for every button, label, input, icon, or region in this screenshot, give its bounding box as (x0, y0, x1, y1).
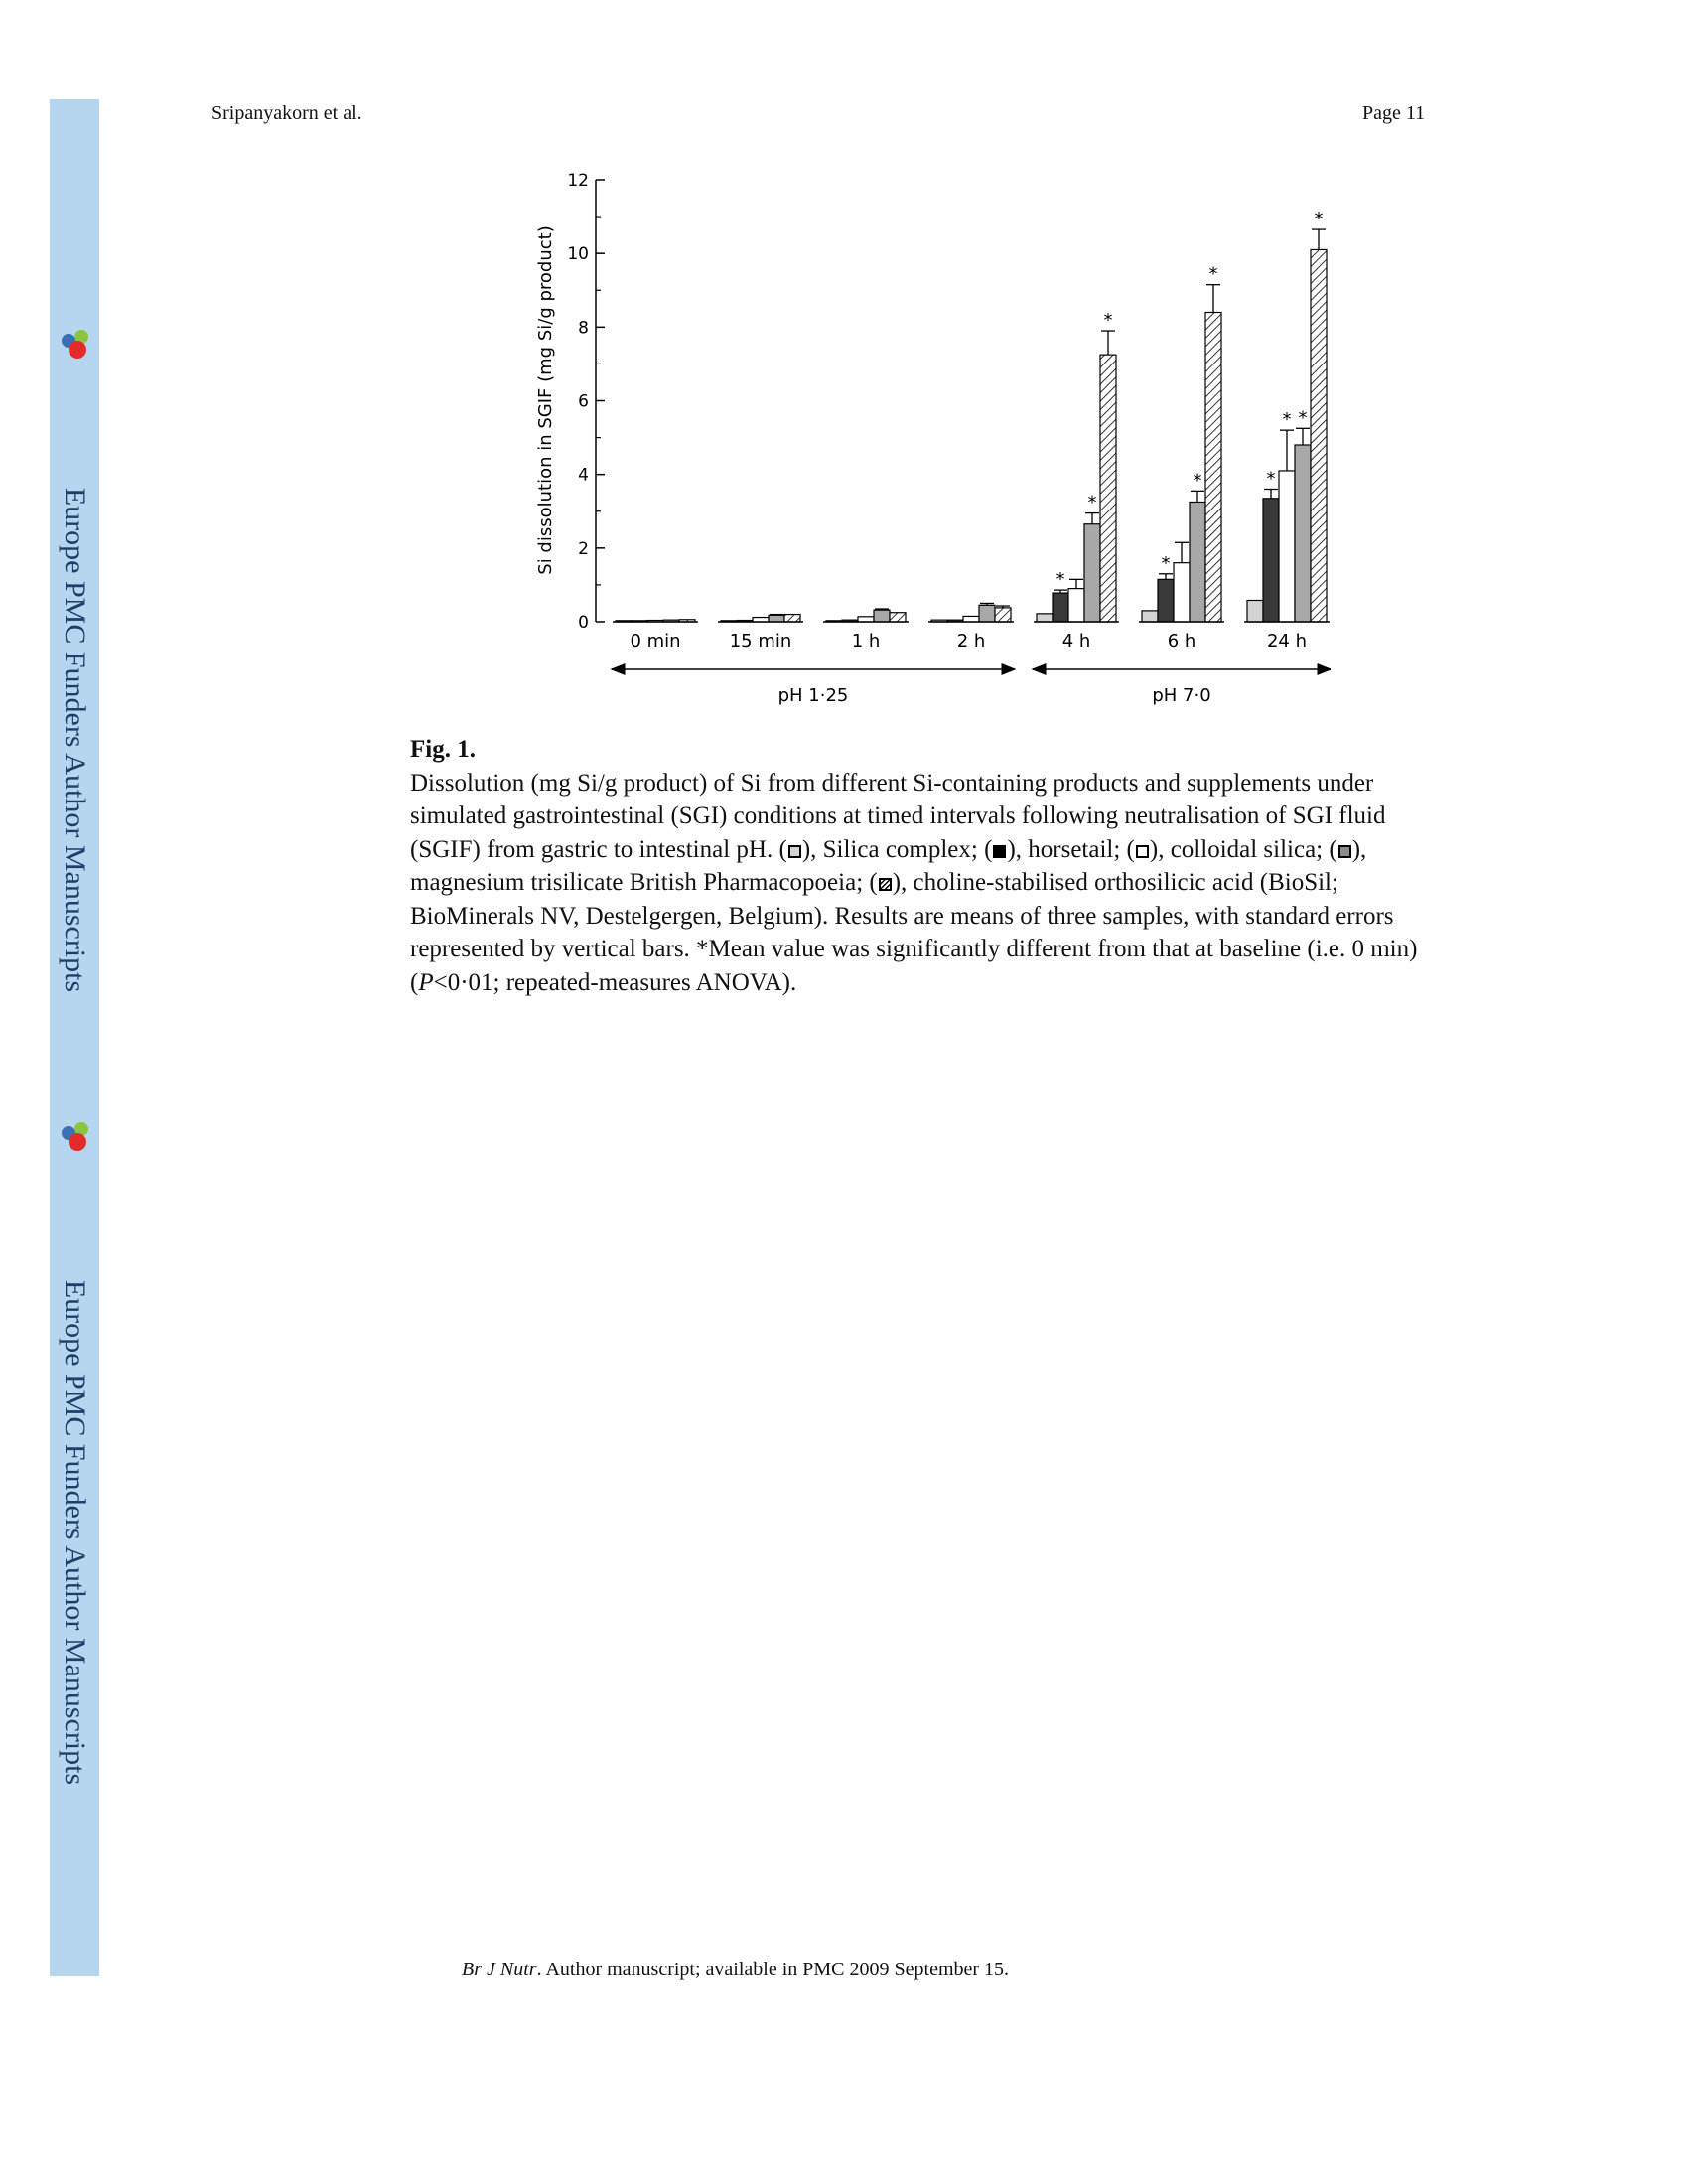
bar (1142, 611, 1158, 622)
bar (769, 615, 784, 622)
caption-text: ), horsetail; ( (1007, 835, 1135, 863)
bar (874, 610, 890, 622)
footer-citation (462, 1959, 1009, 1981)
significance-marker: * (1298, 407, 1308, 429)
bar (1311, 249, 1327, 622)
significance-marker: * (1161, 552, 1171, 574)
x-tick-label: 15 min (729, 631, 792, 652)
bar (1084, 524, 1100, 622)
x-tick-label: 6 h (1167, 631, 1196, 652)
y-tick-label: 4 (578, 465, 589, 486)
bar (1037, 614, 1053, 622)
y-axis (567, 171, 605, 633)
bar (1279, 471, 1295, 622)
bar (858, 617, 874, 622)
bar (1295, 445, 1311, 622)
x-axis (613, 622, 1330, 652)
caption-text: ), magnesium trisilicate British Pharmacopoeia; ( (410, 835, 1367, 896)
caption-text: <0·01; repeated-measures ANOVA). (433, 968, 797, 996)
caption-text: ), Silica complex; ( (801, 835, 993, 863)
significance-marker: * (1282, 409, 1292, 431)
y-axis-label: Si dissolution in SGIF (mg Si/g product) (535, 225, 556, 575)
x-tick-label: 1 h (851, 631, 881, 652)
bar (1205, 313, 1221, 623)
running-head-authors: Sripanyakorn et al. (211, 102, 362, 124)
bar (1100, 355, 1116, 622)
orthosilicic-acid-swatch-icon (879, 878, 892, 891)
europe-pmc-logo-icon (60, 328, 89, 362)
ph-group-label: pH 1·25 (777, 685, 849, 706)
bar (1247, 600, 1263, 622)
bar (995, 608, 1011, 622)
silica-complex-swatch-icon (788, 845, 801, 858)
bar (1174, 563, 1190, 622)
x-tick-label: 2 h (956, 631, 986, 652)
bar (979, 605, 995, 622)
significance-marker: * (1314, 209, 1324, 230)
caption-text: ), colloidal silica; ( (1149, 835, 1337, 863)
bar (784, 615, 800, 622)
significance-marker: * (1208, 263, 1218, 285)
figure-label: Fig. 1. (410, 736, 476, 763)
caption-text: Dissolution (mg Si/g product) of Si from different Si-containing products and supplements under simulated gastrointestinal (SGI) conditions at timed intervals following neutralisation of SGI fluid (SGIF) from gastric to intestinal pH. ( (410, 769, 1386, 863)
colloidal-silica-swatch-icon (1136, 845, 1149, 858)
magnesium-trisilicate-swatch-icon (1338, 845, 1351, 858)
footer-text: . Author manuscript; available in PMC 2009 September 15. (536, 1959, 1010, 1980)
figure-caption (410, 733, 1433, 999)
bar (1190, 502, 1205, 622)
bar (1263, 499, 1279, 622)
p-value-symbol: P (418, 968, 434, 996)
side-band (50, 99, 99, 1976)
significance-marker: * (1055, 569, 1065, 591)
x-tick-label: 4 h (1061, 631, 1091, 652)
bar (1053, 593, 1068, 622)
y-tick-label: 0 (578, 613, 589, 633)
x-tick-label: 24 h (1266, 631, 1308, 652)
caption-text: ), choline-stabilised orthosilicic acid (BioSil; BioMinerals NV, Destelgergen, Belgium). Results are means of three samples, with standard errors represented by vertical bars. *Mean value was significantly different from that at baseline (i.e. 0 min) ( (410, 869, 1418, 996)
y-tick-label: 8 (578, 318, 589, 339)
significance-marker: * (1103, 310, 1113, 332)
band-text: Europe PMC Funders Author Manuscripts (59, 1279, 91, 1786)
y-tick-label: 2 (578, 538, 589, 559)
bar (963, 616, 979, 622)
y-tick-label: 10 (567, 244, 589, 265)
significance-marker: * (1266, 468, 1276, 490)
band-text: Europe PMC Funders Author Manuscripts (59, 487, 91, 993)
bar (1068, 589, 1084, 622)
bar (890, 613, 906, 622)
y-tick-label: 12 (567, 171, 589, 191)
significance-marker: * (1087, 492, 1097, 513)
journal-name: Br J Nutr (462, 1959, 537, 1980)
ph-group-label: pH 7·0 (1152, 685, 1211, 706)
band-block-bottom (50, 1120, 99, 1915)
page-number: Page 11 (1362, 102, 1426, 124)
dissolution-bar-chart (516, 159, 1331, 715)
y-tick-label: 6 (578, 391, 589, 412)
band-block-top (50, 328, 99, 1122)
horsetail-swatch-icon (993, 845, 1006, 858)
bar (1158, 579, 1174, 622)
x-tick-label: 0 min (630, 631, 681, 652)
ph-groups (612, 669, 1331, 706)
europe-pmc-logo-icon (60, 1120, 89, 1154)
significance-marker: * (1193, 470, 1202, 492)
bars-layer (616, 209, 1327, 622)
